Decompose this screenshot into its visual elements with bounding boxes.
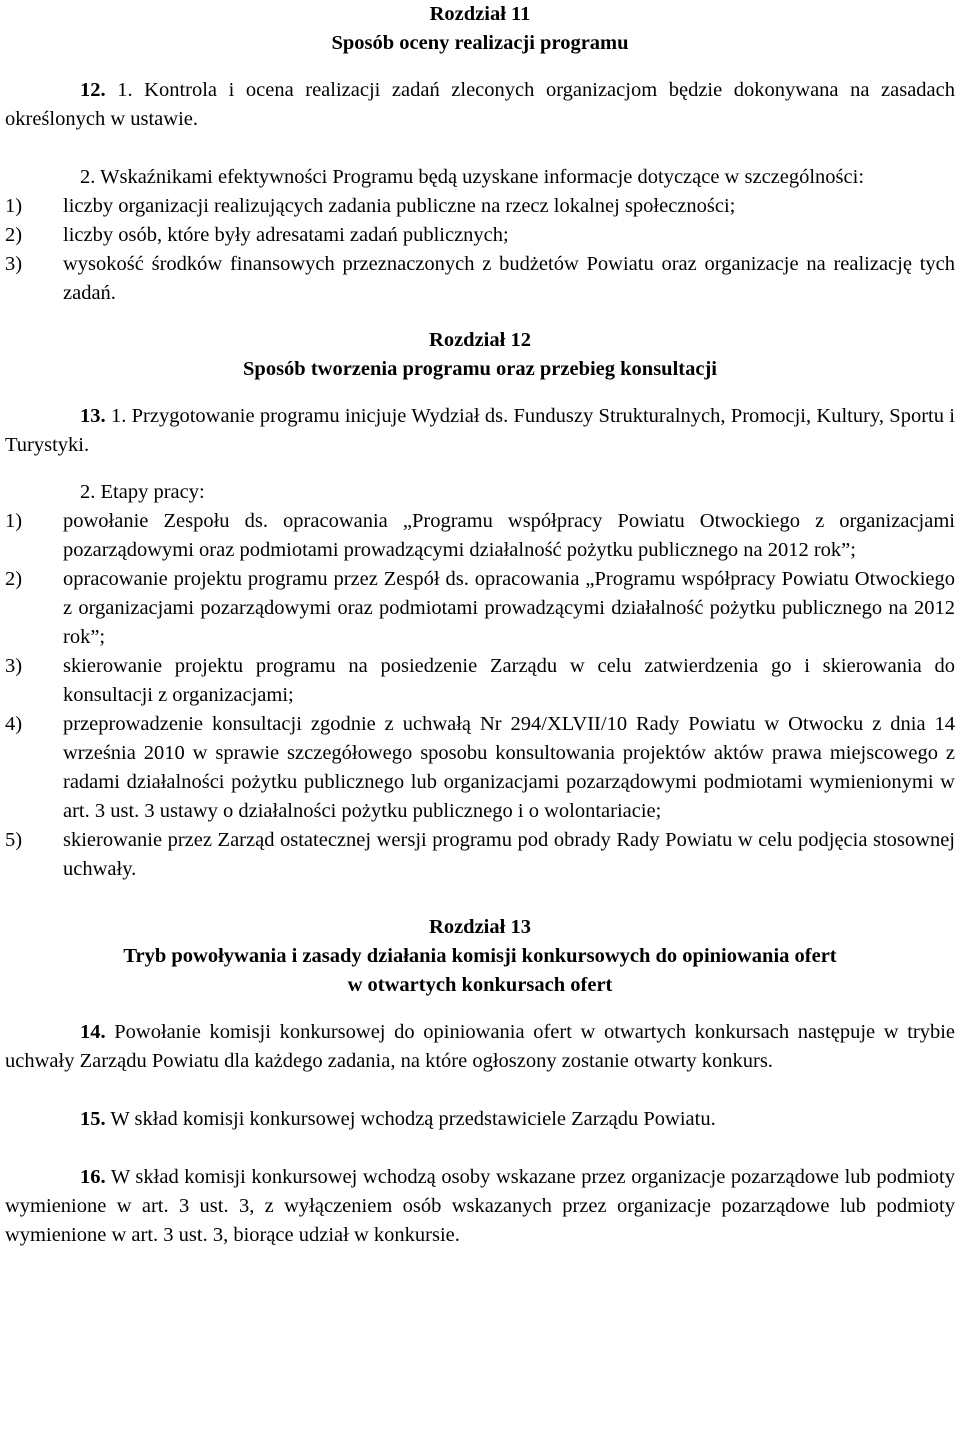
list-item-number: 1) — [5, 510, 23, 532]
list-item — [5, 250, 955, 308]
chapter-13-title: Rozdział 13 — [429, 916, 531, 938]
list-item-text: liczby osób, które były adresatami zadań publicznych; — [63, 224, 509, 246]
section-16-text: W skład komisji konkursowej wchodzą osoby wskazane przez organizacje pozarządowe lub podmioty wymienione w art. 3 ust. 3, z wyłączeniem osób wskazanych przez organizacje pozarządowe lub podmioty wymienione w art. 3 ust. 3, biorące udział w konkursie. — [5, 1166, 955, 1246]
section-13-point-2: 2. Etapy pracy: — [80, 481, 205, 503]
list-item — [5, 710, 955, 826]
list-item — [5, 652, 955, 710]
list-item-number: 3) — [5, 253, 23, 275]
list-item — [5, 192, 955, 221]
list-item — [5, 826, 955, 884]
section-15-text: W skład komisji konkursowej wchodzą przedstawiciele Zarządu Powiatu. — [110, 1108, 716, 1130]
list-item-number: 2) — [5, 568, 23, 590]
section-14-number: 14. — [80, 1021, 106, 1043]
chapter-11-subtitle: Sposób oceny realizacji programu — [331, 32, 629, 54]
paragraph-15 — [5, 1105, 955, 1134]
paragraph-12-1 — [5, 76, 955, 134]
list-item-number: 1) — [5, 195, 23, 217]
chapter-13-subtitle-line-1: Tryb powoływania i zasady działania komisji konkursowych do opiniowania ofert — [123, 945, 837, 967]
document-page — [5, 0, 955, 1250]
section-14-text: Powołanie komisji konkursowej do opiniowania ofert w otwartych konkursach następuje w trybie uchwały Zarządu Powiatu dla każdego zadania, na które ogłoszony zostanie otwarty konkurs. — [5, 1021, 956, 1072]
paragraph-13-1 — [5, 402, 955, 460]
list-item-number: 2) — [5, 224, 23, 246]
section-12-number: 12. — [80, 79, 106, 101]
section-15-number: 15. — [80, 1108, 106, 1130]
chapter-12-title: Rozdział 12 — [429, 329, 531, 351]
chapter-11-title: Rozdział 11 — [429, 3, 531, 25]
list-item-text: wysokość środków finansowych przeznaczonych z budżetów Powiatu oraz organizacje na realizację tych zadań. — [63, 253, 955, 304]
section-13-point-1: 1. Przygotowanie programu inicjuje Wydział ds. Funduszy Strukturalnych, Promocji, Kultury, Sportu i Turystyki. — [5, 405, 955, 456]
section-12-list — [5, 192, 955, 308]
list-item-text: skierowanie przez Zarząd ostatecznej wersji programu pod obrady Rady Powiatu w celu podjęcia stosownej uchwały. — [63, 829, 955, 880]
chapter-12-subtitle: Sposób tworzenia programu oraz przebieg konsultacji — [243, 358, 717, 380]
list-item — [5, 221, 955, 250]
list-item-number: 3) — [5, 655, 23, 677]
list-item — [5, 565, 955, 652]
section-13-number: 13. — [80, 405, 106, 427]
list-item — [5, 507, 955, 565]
list-item-number: 5) — [5, 829, 23, 851]
paragraph-14 — [5, 1018, 955, 1076]
list-item-text: powołanie Zespołu ds. opracowania „Programu współpracy Powiatu Otwockiego z organizacjami pozarządowymi oraz podmiotami prowadzącymi działalność pożytku publicznego na 2012 rok”; — [63, 510, 955, 561]
list-item-text: opracowanie projektu programu przez Zespół ds. opracowania „Programu współpracy Powiatu Otwockiego z organizacjami pozarządowymi oraz podmiotami prowadzącymi działalność pożytku publicznego na 2012 rok”; — [63, 568, 955, 648]
chapter-13-subtitle-line-2: w otwartych konkursach ofert — [347, 974, 613, 996]
section-12-point-1: 1. Kontrola i ocena realizacji zadań zleconych organizacjom będzie dokonywana na zasadach określonych w ustawie. — [5, 79, 956, 130]
list-item-text: skierowanie projektu programu na posiedzenie Zarządu w celu zatwierdzenia go i skierowania do konsultacji z organizacjami; — [63, 655, 955, 706]
section-16-number: 16. — [80, 1166, 106, 1188]
list-item-number: 4) — [5, 713, 23, 735]
paragraph-16 — [5, 1163, 955, 1250]
section-13-list — [5, 507, 955, 884]
list-item-text: przeprowadzenie konsultacji zgodnie z uchwałą Nr 294/XLVII/10 Rady Powiatu w Otwocku z dnia 14 września 2010 w sprawie szczegółowego sposobu konsultowania projektów aktów prawa miejscowego z radami działalności pożytku publicznego lub organizacjami pozarządowymi podmiotami wymienionymi w art. 3 ust. 3 ustawy o działalności pożytku publicznego i o wolontariacie; — [63, 713, 955, 822]
list-item-text: liczby organizacji realizujących zadania publiczne na rzecz lokalnej społeczności; — [63, 195, 736, 217]
section-12-point-2: 2. Wskaźnikami efektywności Programu będą uzyskane informacje dotyczące w szczególności: — [80, 166, 865, 188]
